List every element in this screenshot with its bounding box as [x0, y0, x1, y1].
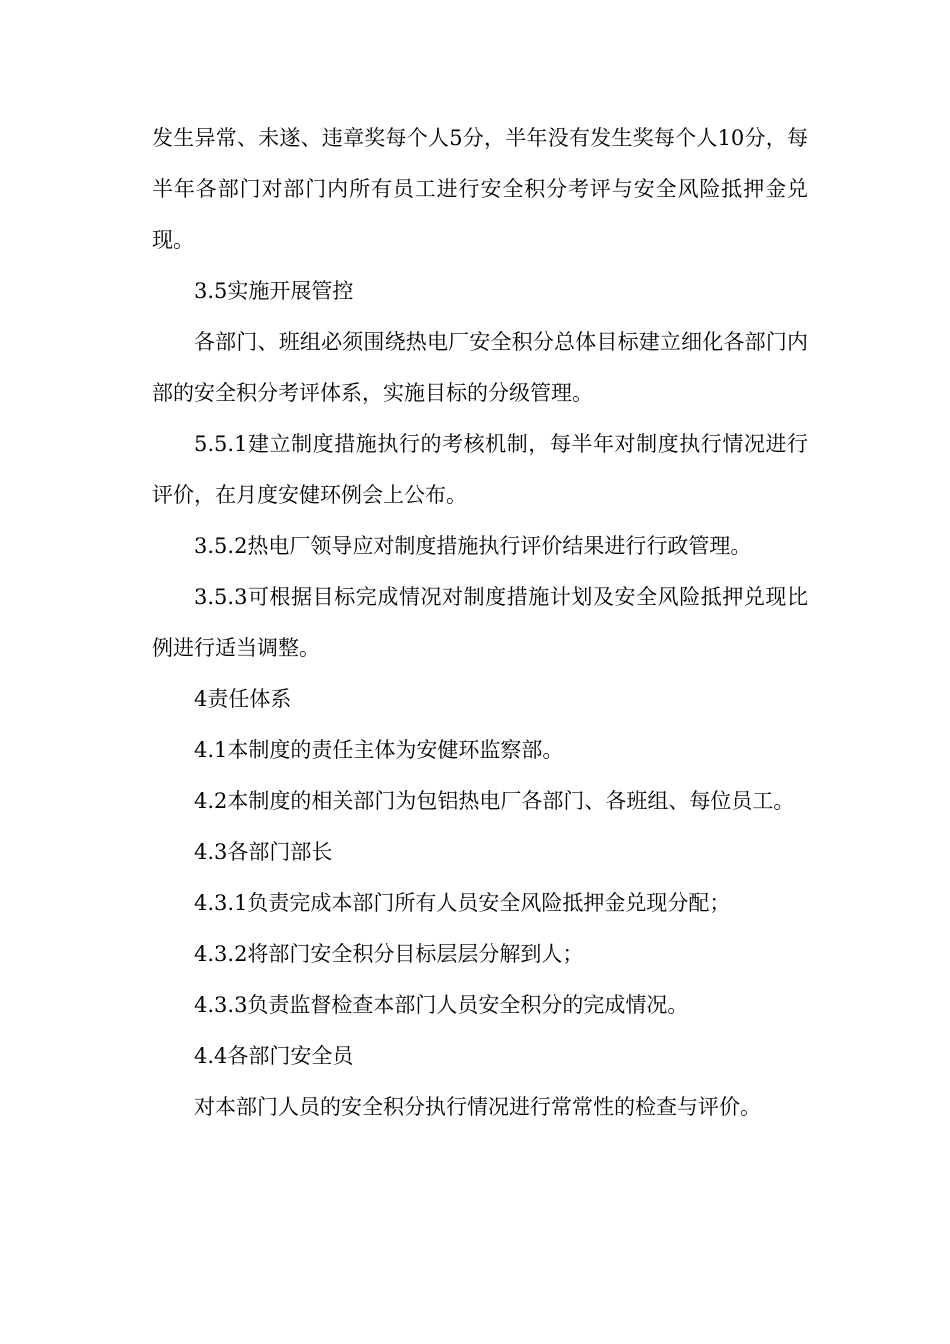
paragraph-4: 5.5.1建立制度措施执行的考核机制，每半年对制度执行情况进行评价，在月度安健环例会上公布。: [152, 432, 808, 507]
document-body: [152, 113, 808, 1133]
paragraph-15: 对本部门人员的安全积分执行情况进行常常性的检查与评价。: [194, 1095, 761, 1119]
subsection-heading-4-4: 4.4各部门安全员: [194, 1044, 354, 1068]
paragraph-2: 3.5实施开展管控: [194, 279, 354, 303]
paragraph-9: 4.2本制度的相关部门为包铝热电厂各部门、各班组、每位员工。: [194, 789, 795, 813]
subsection-heading-4-3: 4.3各部门部长: [194, 840, 333, 864]
paragraph-3: 各部门、班组必须围绕热电厂安全积分总体目标建立细化各部门内部的安全积分考评体系，实施目标的分级管理。: [152, 330, 808, 405]
paragraph-13: 4.3.3负责监督检查本部门人员安全积分的完成情况。: [194, 993, 689, 1017]
paragraph-5: 3.5.2热电厂领导应对制度措施执行评价结果进行行政管理。: [194, 534, 752, 558]
paragraph-6: 3.5.3可根据目标完成情况对制度措施计划及安全风险抵押兑现比例进行适当调整。: [152, 585, 808, 660]
paragraph-12: 4.3.2将部门安全积分目标层层分解到人；: [194, 942, 584, 966]
paragraph-1: 发生异常、未遂、违章奖每个人5分，半年没有发生奖每个人10分，每半年各部门对部门内所有员工进行安全积分考评与安全风险抵押金兑现。: [152, 126, 808, 252]
section-heading-4: 4责任体系: [194, 687, 292, 711]
paragraph-8: 4.1本制度的责任主体为安健环监察部。: [194, 738, 564, 762]
paragraph-11: 4.3.1负责完成本部门所有人员安全风险抵押金兑现分配；: [194, 891, 731, 915]
